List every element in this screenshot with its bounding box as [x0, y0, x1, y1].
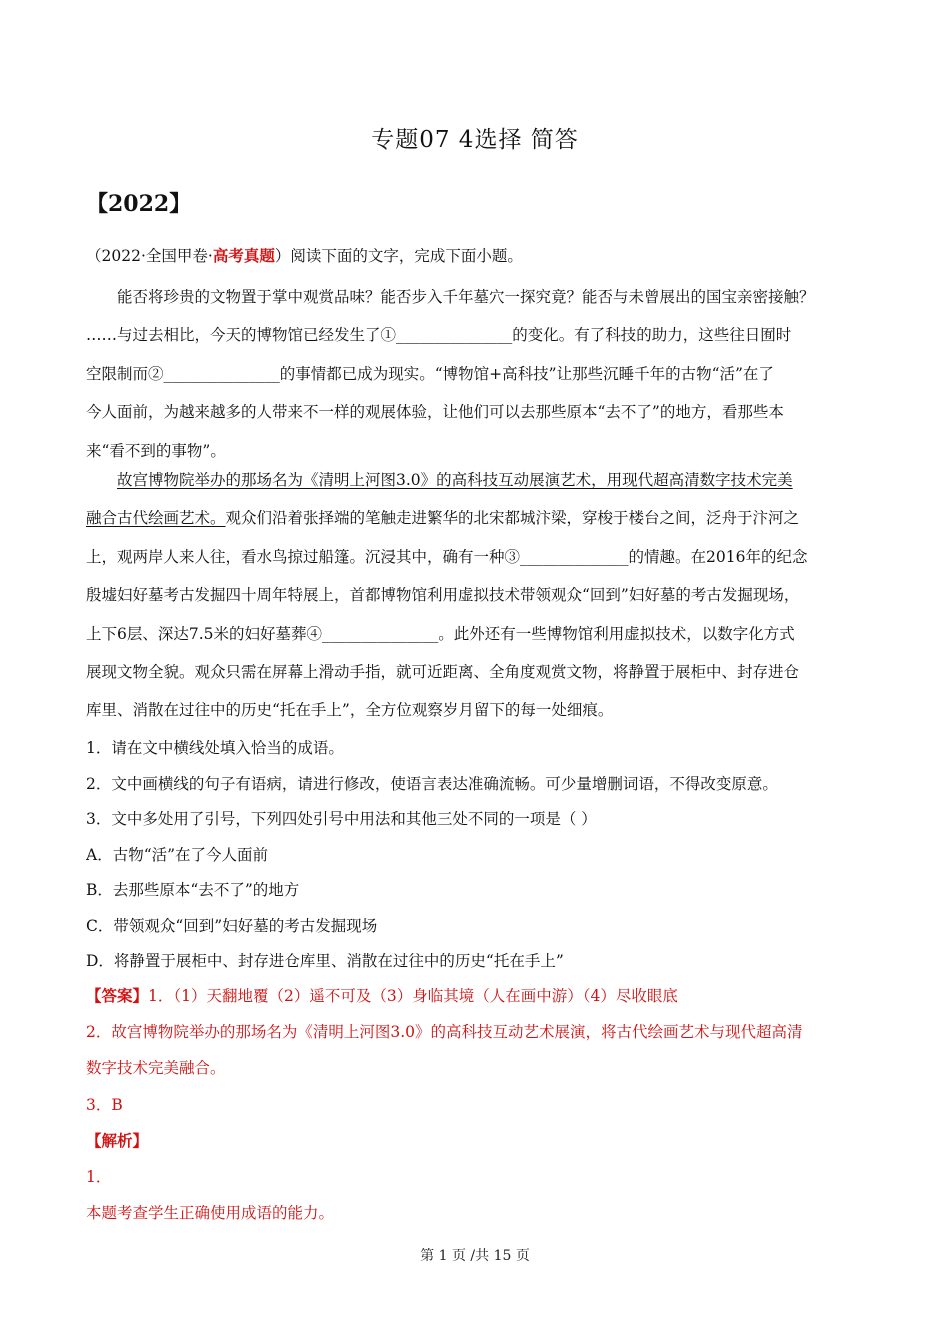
passage-paragraph-1 — [86, 278, 866, 470]
answer-1: 1．（1）天翻地覆（2）遥不可及（3）身临其境（人在画中游）（4）尽收眼底 — [148, 987, 678, 1005]
question-list — [86, 731, 866, 980]
option-b: B．去那些原本“去不了”的地方 — [86, 881, 300, 899]
question-source — [86, 245, 866, 267]
question-1: 1．请在文中横线处填入恰当的成语。 — [86, 739, 344, 757]
passage-line: 库里、消散在过往中的历史“托在手上”，全方位观察岁月留下的每一处细痕。 — [86, 701, 614, 720]
source-highlight: 高考真题 — [212, 246, 275, 265]
passage-line: ……与过去相比，今天的博物馆已经发生了①_______________的变化。有了科技的助力，这些往日囿时 — [86, 326, 792, 345]
answer-3: 3．B — [86, 1095, 123, 1114]
page-footer: 第 1 页 /共 15 页 — [420, 1248, 530, 1264]
passage-line: 展现文物全貌。观众只需在屏幕上滑动手指，就可近距离、全角度观赏文物，将静置于展柜中、封存进仓 — [86, 663, 800, 682]
answer-2-continued: 数字技术完美融合。 — [86, 1059, 226, 1078]
question-2: 2．文中画横线的句子有语病，请进行修改，使语言表达准确流畅。可少量增删词语，不得改变原意。 — [86, 774, 778, 793]
analysis-number: 1． — [86, 1168, 112, 1187]
page-title: 专题07 4选择 简答 — [371, 127, 579, 153]
option-d: D．将静置于展柜中、封存进仓库里、消散在过往中的历史“托在手上” — [86, 952, 564, 970]
year-heading: 【2022】 — [86, 191, 192, 217]
source-suffix: ）阅读下面的文字，完成下面小题。 — [274, 247, 523, 265]
question-3: 3．文中多处用了引号，下列四处引号中用法和其他三处不同的一项是（ ） — [86, 810, 597, 828]
underlined-sentence: 融合古代绘画艺术。 — [86, 509, 226, 528]
option-c: C．带领观众“回到”妇好墓的考古发掘现场 — [86, 916, 378, 935]
passage-line: 来“看不到的事物”。 — [86, 441, 226, 460]
source-prefix: （2022·全国甲卷· — [86, 247, 213, 265]
analysis-text: 本题考查学生正确使用成语的能力。 — [86, 1204, 335, 1223]
passage-line: 上下6层、深达7.5米的妇好墓葬④_______________。此外还有一些博物馆利用虚拟技术，以数字化方式 — [86, 624, 795, 643]
analysis-label: 【解析】 — [86, 1130, 149, 1150]
passage-paragraph-2 — [86, 461, 866, 730]
passage-line: 今人面前，为越来越多的人带来不一样的观展体验，让他们可以去那些原本“去不了”的地方，看那些本 — [86, 403, 784, 422]
passage-line: 空限制而②_______________的事情都已成为现实。“博物馆+高科技”让那些沉睡千年的古物“活”在了 — [86, 364, 774, 383]
option-a: A．古物“活”在了今人面前 — [86, 845, 269, 864]
passage-line: 观众们沿着张择端的笔触走进繁华的北宋都城汴梁，穿梭于楼台之间，泛舟于汴河之 — [225, 509, 800, 528]
answer-2: 2．故宫博物院举办的那场名为《清明上河图3.0》的高科技互动艺术展演，将古代绘画艺术与现代超高清 — [86, 1023, 803, 1042]
underlined-sentence: 故宫博物院举办的那场名为《清明上河图3.0》的高科技互动展演艺术，用现代超高清数字技术完美 — [117, 471, 793, 489]
passage-line: 上，观两岸人来人往，看水鸟掠过船篷。沉浸其中，确有一种③______________的情趣。在2016年的纪念 — [86, 547, 808, 566]
passage-line: 殷墟妇好墓考古发掘四十周年特展上，首都博物馆利用虚拟技术带领观众“回到”妇好墓的考古发掘现场， — [86, 586, 800, 605]
answer-label: 【答案】 — [86, 986, 149, 1005]
passage-line: 能否将珍贵的文物置于掌中观赏品味？能否步入千年墓穴一探究竟？能否与未曾展出的国宝亲密接触？ — [117, 288, 815, 306]
answer-section — [86, 978, 866, 1231]
